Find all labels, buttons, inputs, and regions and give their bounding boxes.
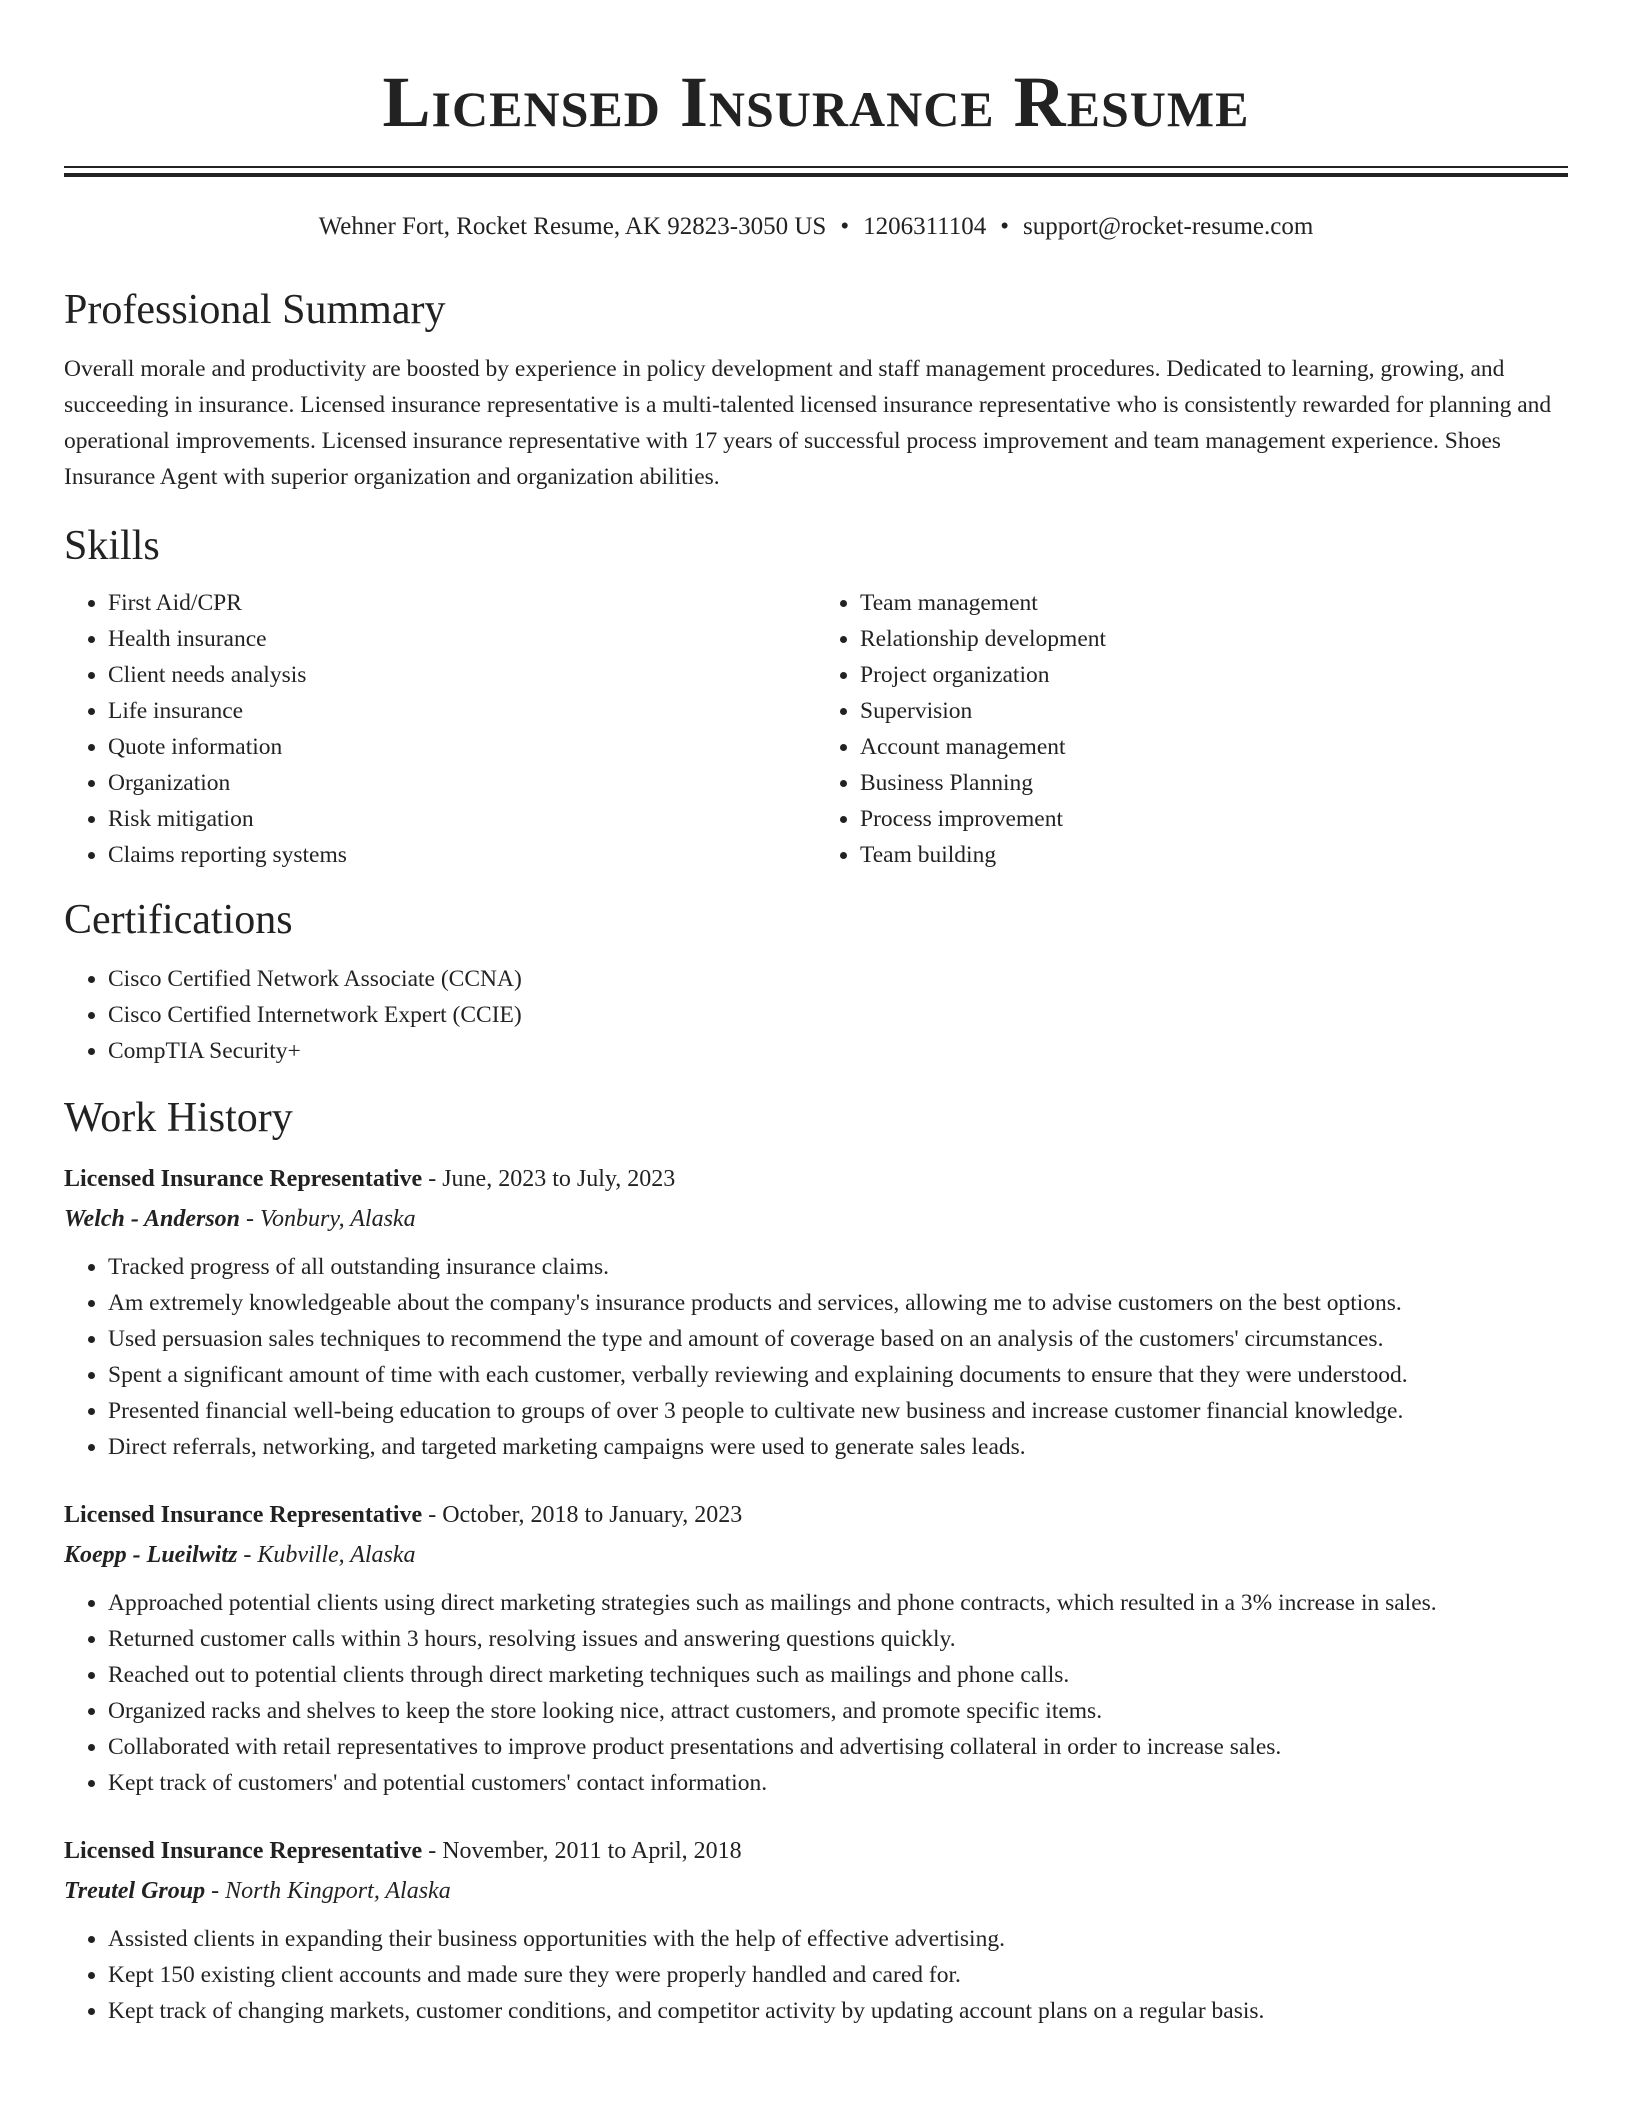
job-company-line: [64, 1535, 1568, 1575]
certifications-heading: Certifications: [64, 897, 293, 943]
skill-item: • Account management: [860, 729, 1568, 765]
contact-separator: •: [840, 213, 850, 240]
job-bullet: • Reached out to potential clients through direct marketing techniques such as mailings and phone calls.: [108, 1657, 1568, 1693]
job-title: Licensed Insurance Representative: [64, 1166, 423, 1192]
job-location: - Vonbury, Alaska: [240, 1206, 416, 1232]
job-entry: [64, 1831, 1568, 2029]
contact-line: [64, 211, 1568, 243]
job-title-line: [64, 1831, 1568, 1871]
job-bullets: [64, 1921, 1568, 2029]
job-bullet: • Assisted clients in expanding their business opportunities with the help of effective advertising.: [108, 1921, 1568, 1957]
contact-phone: 1206311104: [863, 213, 987, 240]
job-bullet: • Collaborated with retail representatives to improve product presentations and advertising collateral in order to increase sales.: [108, 1729, 1568, 1765]
skill-item: • Project organization: [860, 657, 1568, 693]
job-company: Treutel Group: [64, 1878, 206, 1904]
title-divider: [64, 166, 1568, 177]
job-bullet: • Kept track of customers' and potential customers' contact information.: [108, 1765, 1568, 1801]
job-dates: - June, 2023 to July, 2023: [422, 1166, 676, 1192]
skill-item: • Quote information: [108, 729, 816, 765]
skill-item: • Organization: [108, 765, 816, 801]
job-title: Licensed Insurance Representative: [64, 1502, 423, 1528]
certification-item: • CompTIA Security+: [108, 1033, 1568, 1069]
job-title-line: [64, 1159, 1568, 1199]
skills-right-list: [816, 585, 1568, 873]
skills-columns: [64, 585, 1568, 873]
skill-item: • Risk mitigation: [108, 801, 816, 837]
skill-item: • Health insurance: [108, 621, 816, 657]
job-location: - North Kingport, Alaska: [205, 1878, 451, 1904]
skill-item: • Team management: [860, 585, 1568, 621]
certification-item: • Cisco Certified Network Associate (CCNA): [108, 961, 1568, 997]
job-bullet: • Kept 150 existing client accounts and made sure they were properly handled and cared for.: [108, 1957, 1568, 1993]
job-company: Koepp - Lueilwitz: [64, 1542, 238, 1568]
job-bullet: • Returned customer calls within 3 hours, resolving issues and answering questions quickly.: [108, 1621, 1568, 1657]
job-bullet: • Presented financial well-being education to groups of over 3 people to cultivate new business and increase customer financial knowledge.: [108, 1393, 1568, 1429]
summary-heading: Professional Summary: [64, 287, 446, 333]
job-bullet: • Spent a significant amount of time with each customer, verbally reviewing and explaining documents to ensure that they were understood.: [108, 1357, 1568, 1393]
job-bullet: • Direct referrals, networking, and targeted marketing campaigns were used to generate sales leads.: [108, 1429, 1568, 1465]
contact-address: Wehner Fort, Rocket Resume, AK 92823-3050 US: [318, 213, 827, 240]
certifications-list: [64, 961, 1568, 1069]
job-dates: - November, 2011 to April, 2018: [422, 1838, 742, 1864]
job-bullet: • Kept track of changing markets, customer conditions, and competitor activity by updating account plans on a regular basis.: [108, 1993, 1568, 2029]
job-company: Welch - Anderson: [64, 1206, 241, 1232]
job-company-line: [64, 1871, 1568, 1911]
skill-item: • Business Planning: [860, 765, 1568, 801]
job-dates: - October, 2018 to January, 2023: [422, 1502, 743, 1528]
job-bullets: [64, 1585, 1568, 1801]
job-company-line: [64, 1199, 1568, 1239]
skill-item: • Process improvement: [860, 801, 1568, 837]
resume-title: Licensed Insurance Resume: [382, 62, 1250, 142]
skill-item: • First Aid/CPR: [108, 585, 816, 621]
certification-item: • Cisco Certified Internetwork Expert (CCIE): [108, 997, 1568, 1033]
job-bullet: • Am extremely knowledgeable about the company's insurance products and services, allowing me to advise customers on the best options.: [108, 1285, 1568, 1321]
work-history-heading: Work History: [64, 1095, 293, 1141]
summary-text: Overall morale and productivity are boosted by experience in policy development and staff management procedures. Dedicated to learning, growing, and succeeding in insurance. Licensed insurance representative is a multi-talented licensed insurance representative who is consistently rewarded for planning and operational improvements. Licensed insurance representative with 17 years of successful process improvement and team management experience. Shoes Insurance Agent with superior organization and organization abilities.: [64, 356, 1552, 490]
skills-left-list: [64, 585, 816, 873]
job-entry: [64, 1495, 1568, 1801]
job-entry: [64, 1159, 1568, 1465]
job-bullet: • Tracked progress of all outstanding insurance claims.: [108, 1249, 1568, 1285]
contact-email: support@rocket-resume.com: [1023, 213, 1314, 240]
skill-item: • Client needs analysis: [108, 657, 816, 693]
job-location: - Kubville, Alaska: [237, 1542, 416, 1568]
skills-heading: Skills: [64, 523, 160, 569]
job-bullets: [64, 1249, 1568, 1465]
job-bullet: • Used persuasion sales techniques to recommend the type and amount of coverage based on an analysis of the customers' circumstances.: [108, 1321, 1568, 1357]
job-title: Licensed Insurance Representative: [64, 1838, 423, 1864]
skill-item: • Supervision: [860, 693, 1568, 729]
job-bullet: • Organized racks and shelves to keep the store looking nice, attract customers, and promote specific items.: [108, 1693, 1568, 1729]
skill-item: • Claims reporting systems: [108, 837, 816, 873]
skill-item: • Life insurance: [108, 693, 816, 729]
job-title-line: [64, 1495, 1568, 1535]
skill-item: • Relationship development: [860, 621, 1568, 657]
contact-separator: •: [1000, 213, 1010, 240]
job-bullet: • Approached potential clients using direct marketing strategies such as mailings and phone contracts, which resulted in a 3% increase in sales.: [108, 1585, 1568, 1621]
skill-item: • Team building: [860, 837, 1568, 873]
resume-page: [64, 0, 1568, 2029]
